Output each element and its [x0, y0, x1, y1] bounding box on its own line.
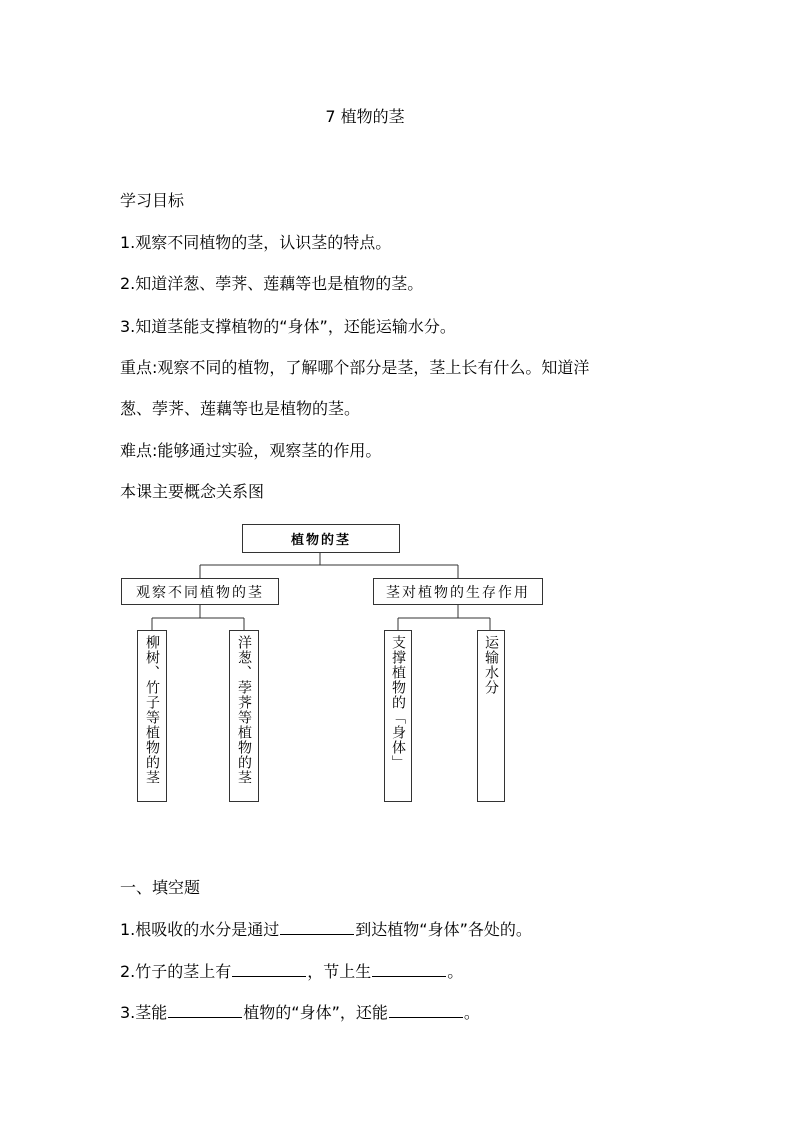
question-3-part-b: 植物的“身体”，还能	[243, 1003, 388, 1022]
concept-map-leaf-4	[477, 630, 505, 802]
question-1	[120, 919, 532, 941]
branch-right-label: 茎对植物的生存作用	[386, 584, 530, 601]
leaf-1-label: 柳树、竹子等植物的茎	[144, 635, 160, 785]
question-1-blank-1[interactable]	[280, 920, 354, 935]
page-title: 7 植物的茎	[325, 107, 405, 126]
leaf-2-label: 洋葱、荸荠等植物的茎	[236, 635, 252, 785]
key-point-line-2: 葱、荸荠、莲藕等也是植物的茎。	[120, 399, 361, 418]
question-3-blank-2[interactable]	[389, 1003, 463, 1018]
leaf-4-label: 运输水分	[483, 635, 499, 695]
question-3-part-a: 3.茎能	[120, 1003, 168, 1022]
concept-map-leaf-2	[229, 630, 259, 802]
question-2-blank-1[interactable]	[232, 962, 306, 977]
question-1-part-b: 到达植物“身体”各处的。	[355, 920, 532, 939]
diagram-heading: 本课主要概念关系图	[120, 482, 265, 501]
leaf-3-label: 支撑植物的「身体」	[390, 635, 406, 770]
concept-map-leaf-1	[137, 630, 167, 802]
question-3	[120, 1002, 480, 1024]
objective-item-1: 1.观察不同植物的茎，认识茎的特点。	[120, 233, 392, 252]
question-3-part-c: 。	[463, 1003, 480, 1022]
question-2-part-b: ，节上生	[307, 962, 372, 981]
question-3-blank-1[interactable]	[168, 1003, 242, 1018]
question-1-part-a: 1.根吸收的水分是通过	[120, 920, 280, 939]
objective-item-2: 2.知道洋葱、荸荠、莲藕等也是植物的茎。	[120, 274, 424, 293]
concept-map-branch-left	[121, 578, 279, 605]
concept-map-branch-right	[373, 578, 543, 605]
concept-map-root-label: 植物的茎	[290, 533, 351, 548]
objectives-heading: 学习目标	[120, 191, 185, 210]
concept-map-root	[242, 524, 400, 553]
difficulty-point: 难点:能够通过实验，观察茎的作用。	[120, 441, 382, 460]
objective-item-3: 3.知道茎能支撑植物的“身体”，还能运输水分。	[120, 317, 456, 336]
concept-map-leaf-3	[384, 630, 412, 802]
question-2-part-c: 。	[447, 962, 464, 981]
branch-left-label: 观察不同植物的茎	[136, 584, 264, 601]
exercise-heading: 一、填空题	[120, 878, 201, 897]
key-point-line-1: 重点:观察不同的植物，了解哪个部分是茎，茎上长有什么。知道洋	[120, 358, 590, 377]
question-2-part-a: 2.竹子的茎上有	[120, 962, 232, 981]
question-2-blank-2[interactable]	[372, 962, 446, 977]
question-2	[120, 961, 463, 983]
